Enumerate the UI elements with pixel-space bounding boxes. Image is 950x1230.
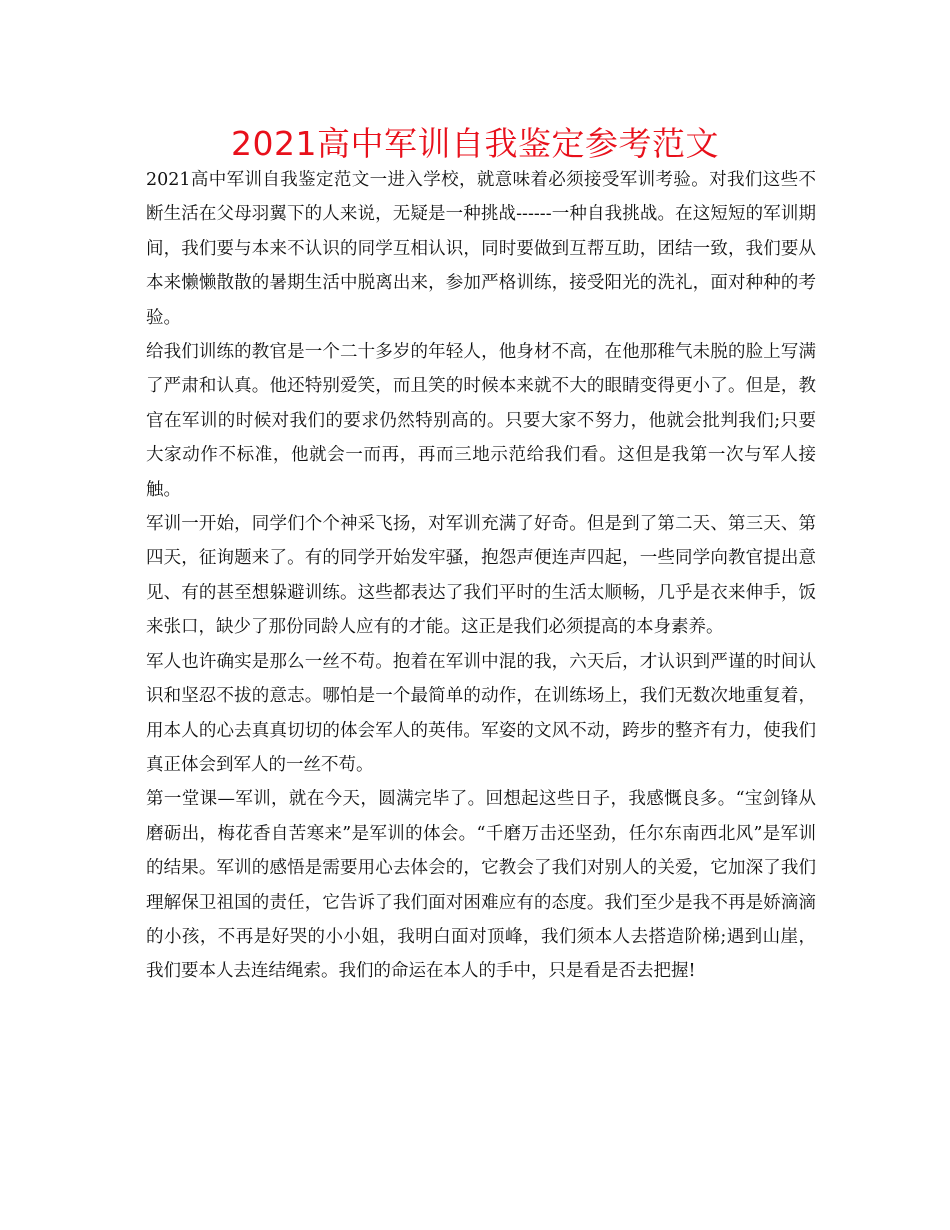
paragraph-conclusion: 第一堂课—军训，就在今天，圆满完毕了。回想起这些日子，我感慨良多。“宝剑锋从磨砺出，梅花香自苦寒来”是军训的体会。“千磨万击还坚劲，任尔东南西北风”是军训的结果。军训的感悟是需要用心去体会的，它教会了我们对别人的关爱，它加深了我们理解保卫祖国的责任，它告诉了我们面对困难应有的态度。我们至少是我不再是娇滴滴的小孩，不再是好哭的小小姐，我明白面对顶峰，我们须本人去搭造阶梯;遇到山崖，我们要本人去连结绳索。我们的命运在本人的手中，只是看是否去把握! [146, 789, 816, 982]
document-title: 2021高中军训自我鉴定参考范文 [231, 124, 719, 163]
paragraph-challenges: 军训一开始，同学们个个神采飞扬，对军训充满了好奇。但是到了第二天、第三天、第四天，征询题来了。有的同学开始发牢骚，抱怨声便连声四起，一些同学向教官提出意见、有的甚至想躲避训练。这些都表达了我们平时的生活太顺畅，几乎是衣来伸手，饭来张口，缺少了那份同龄人应有的才能。这正是我们必须提高的本身素养。 [146, 514, 816, 638]
document-body [146, 163, 816, 989]
paragraph-instructor: 给我们训练的教官是一个二十多岁的年轻人，他身材不高，在他那稚气未脱的脸上写满了严肃和认真。他还特别爱笑，而且笑的时候本来就不大的眼睛变得更小了。但是，教官在军训的时候对我们的要求仍然特别高的。只要大家不努力，他就会批判我们;只要大家动作不标准，他就会一而再，再而三地示范给我们看。这但是我第一次与军人接触。 [146, 342, 816, 500]
paragraph-discipline: 军人也许确实是那么一丝不苟。抱着在军训中混的我，六天后，才认识到严谨的时间认识和坚忍不拔的意志。哪怕是一个最简单的动作，在训练场上，我们无数次地重复着，用本人的心去真真切切的体会军人的英伟。军姿的文风不动，跨步的整齐有力，使我们真正体会到军人的一丝不苟。 [146, 651, 816, 775]
paragraph-intro: 2021高中军训自我鉴定范文一进入学校，就意味着必须接受军训考验。对我们这些不断生活在父母羽翼下的人来说，无疑是一种挑战------一种自我挑战。在这短短的军训期间，我们要与本来不认识的同学互相认识，同时要做到互帮互助，团结一致，我们要从本来懒懒散散的暑期生活中脱离出来，参加严格训练，接受阳光的洗礼，面对种种的考验。 [146, 170, 816, 328]
